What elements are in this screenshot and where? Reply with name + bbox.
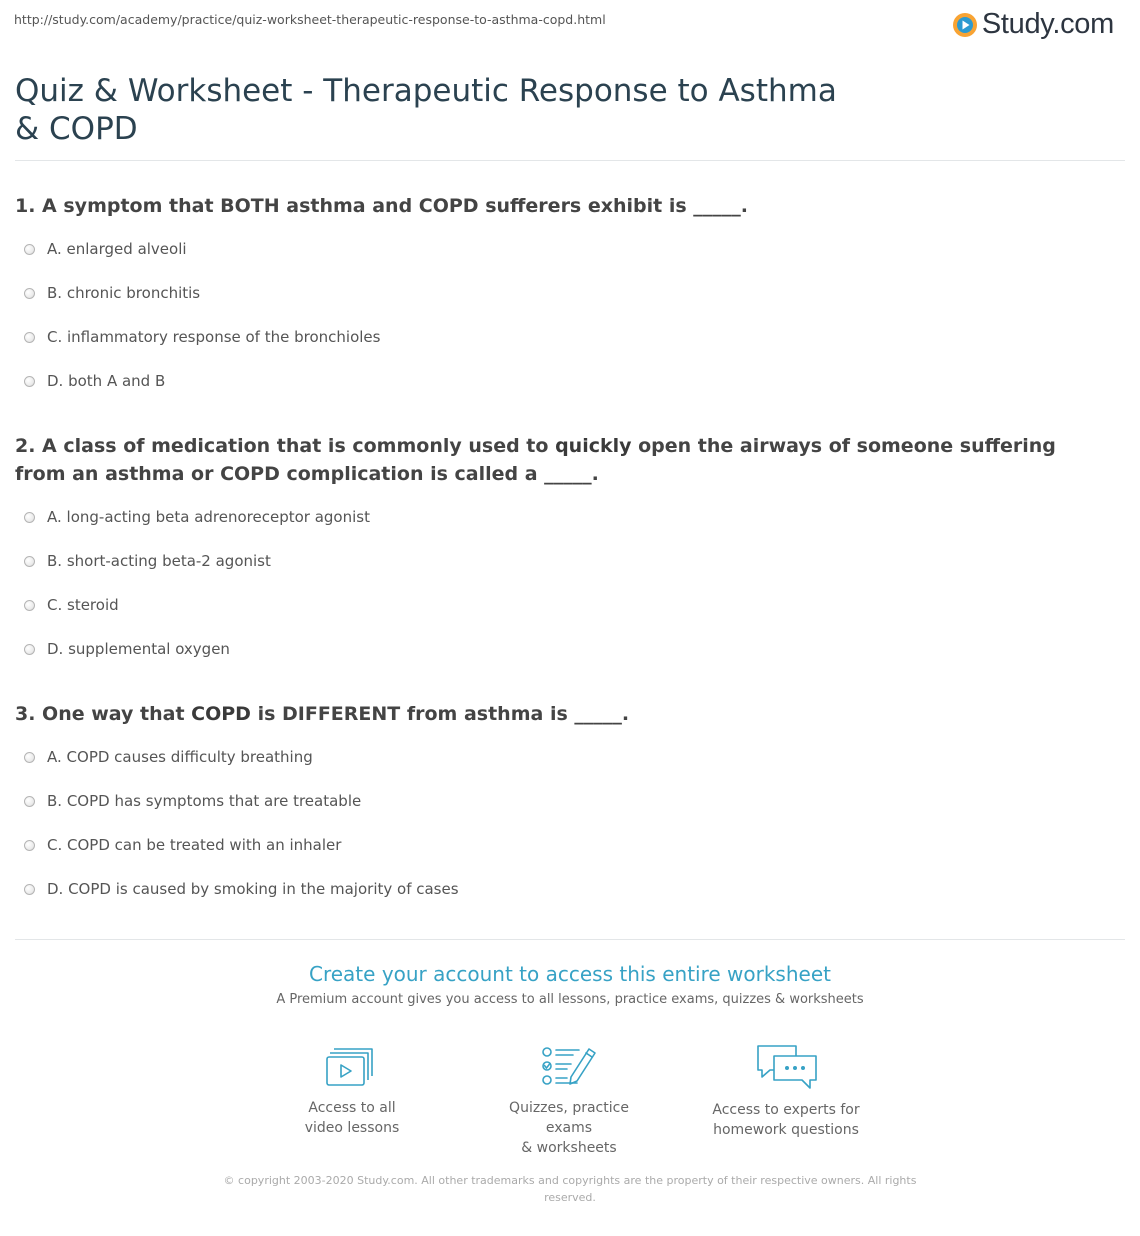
option-label: A. COPD causes difficulty breathing <box>47 748 313 766</box>
chat-bubbles-icon <box>754 1044 818 1090</box>
feature-label-line: Quizzes, practice exams <box>509 1100 629 1136</box>
option-label: B. COPD has symptoms that are treatable <box>47 792 362 810</box>
radio-button[interactable] <box>24 288 35 299</box>
play-logo-icon <box>952 12 978 38</box>
option-label: B. short-acting beta-2 agonist <box>47 552 271 570</box>
option-label: A. enlarged alveoli <box>47 240 187 258</box>
question-emphasis: COPD <box>191 703 251 725</box>
answer-option[interactable] <box>24 879 459 899</box>
radio-button[interactable] <box>24 840 35 851</box>
page-url: http://study.com/academy/practice/quiz-worksheet-therapeutic-response-to-asthma-copd.html <box>14 12 606 27</box>
radio-button[interactable] <box>24 556 35 567</box>
radio-button[interactable] <box>24 644 35 655</box>
question-text: 1. A symptom that BOTH asthma and COPD sufferers exhibit is _____. <box>15 195 749 217</box>
radio-button[interactable] <box>24 244 35 255</box>
feature-label-line: homework questions <box>713 1122 859 1138</box>
question-2 <box>15 432 1105 488</box>
radio-button[interactable] <box>24 884 35 895</box>
study-logo[interactable] <box>952 8 1114 41</box>
radio-button[interactable] <box>24 600 35 611</box>
option-label: C. inflammatory response of the bronchioles <box>47 328 381 346</box>
answer-option[interactable] <box>24 507 370 527</box>
quiz-checklist-icon <box>541 1044 597 1088</box>
answer-option[interactable] <box>24 371 165 391</box>
option-label: D. COPD is caused by smoking in the majority of cases <box>47 880 459 898</box>
option-label: A. long-acting beta adrenoreceptor agonist <box>47 508 370 526</box>
feature-quizzes <box>484 1044 654 1158</box>
radio-button[interactable] <box>24 512 35 523</box>
divider <box>15 160 1125 161</box>
answer-option[interactable] <box>24 639 230 659</box>
answer-option[interactable] <box>24 747 313 767</box>
radio-button[interactable] <box>24 332 35 343</box>
page-title: Quiz & Worksheet - Therapeutic Response to Asthma & COPD <box>15 73 837 147</box>
feature-label-line: video lessons <box>304 1120 400 1136</box>
answer-option[interactable] <box>24 835 341 855</box>
option-label: D. both A and B <box>47 372 166 390</box>
question-text: 3. One way that <box>15 703 192 725</box>
answer-option[interactable] <box>24 283 200 303</box>
option-label: C. COPD can be treated with an inhaler <box>47 836 342 854</box>
question-text: open the airways of someone suffering from an asthma or COPD complication is called a _____. <box>15 435 1056 485</box>
question-text: is DIFFERENT from asthma is _____. <box>250 703 630 725</box>
feature-video-lessons <box>267 1044 437 1138</box>
video-lessons-icon <box>326 1044 378 1088</box>
radio-button[interactable] <box>24 796 35 807</box>
cta-subtitle: A Premium account gives you access to all lessons, practice exams, quizzes & worksheets <box>276 992 864 1007</box>
question-3 <box>15 700 629 728</box>
radio-button[interactable] <box>24 376 35 387</box>
answer-option[interactable] <box>24 327 380 347</box>
option-label: D. supplemental oxygen <box>47 640 230 658</box>
logo-text: Study.com <box>981 8 1114 40</box>
answer-option[interactable] <box>24 791 361 811</box>
question-1 <box>15 192 748 220</box>
divider <box>15 939 1125 940</box>
feature-label-line: Access to experts for <box>712 1102 860 1118</box>
answer-option[interactable] <box>24 239 187 259</box>
copyright-notice: © copyright 2003-2020 Study.com. All other trademarks and copyrights are the property of their respective owners. All rights reserved. <box>223 1174 917 1204</box>
answer-option[interactable] <box>24 551 271 571</box>
radio-button[interactable] <box>24 752 35 763</box>
feature-experts <box>701 1044 871 1140</box>
feature-label-line: Access to all <box>308 1100 396 1116</box>
answer-option[interactable] <box>24 595 119 615</box>
option-label: C. steroid <box>47 596 119 614</box>
question-text: 2. A class of medication that is commonly used to <box>15 435 556 457</box>
feature-label-line: & worksheets <box>521 1140 617 1156</box>
question-emphasis: quickly <box>555 435 632 457</box>
create-account-link[interactable]: Create your account to access this entire worksheet <box>309 962 831 986</box>
option-label: B. chronic bronchitis <box>47 284 201 302</box>
